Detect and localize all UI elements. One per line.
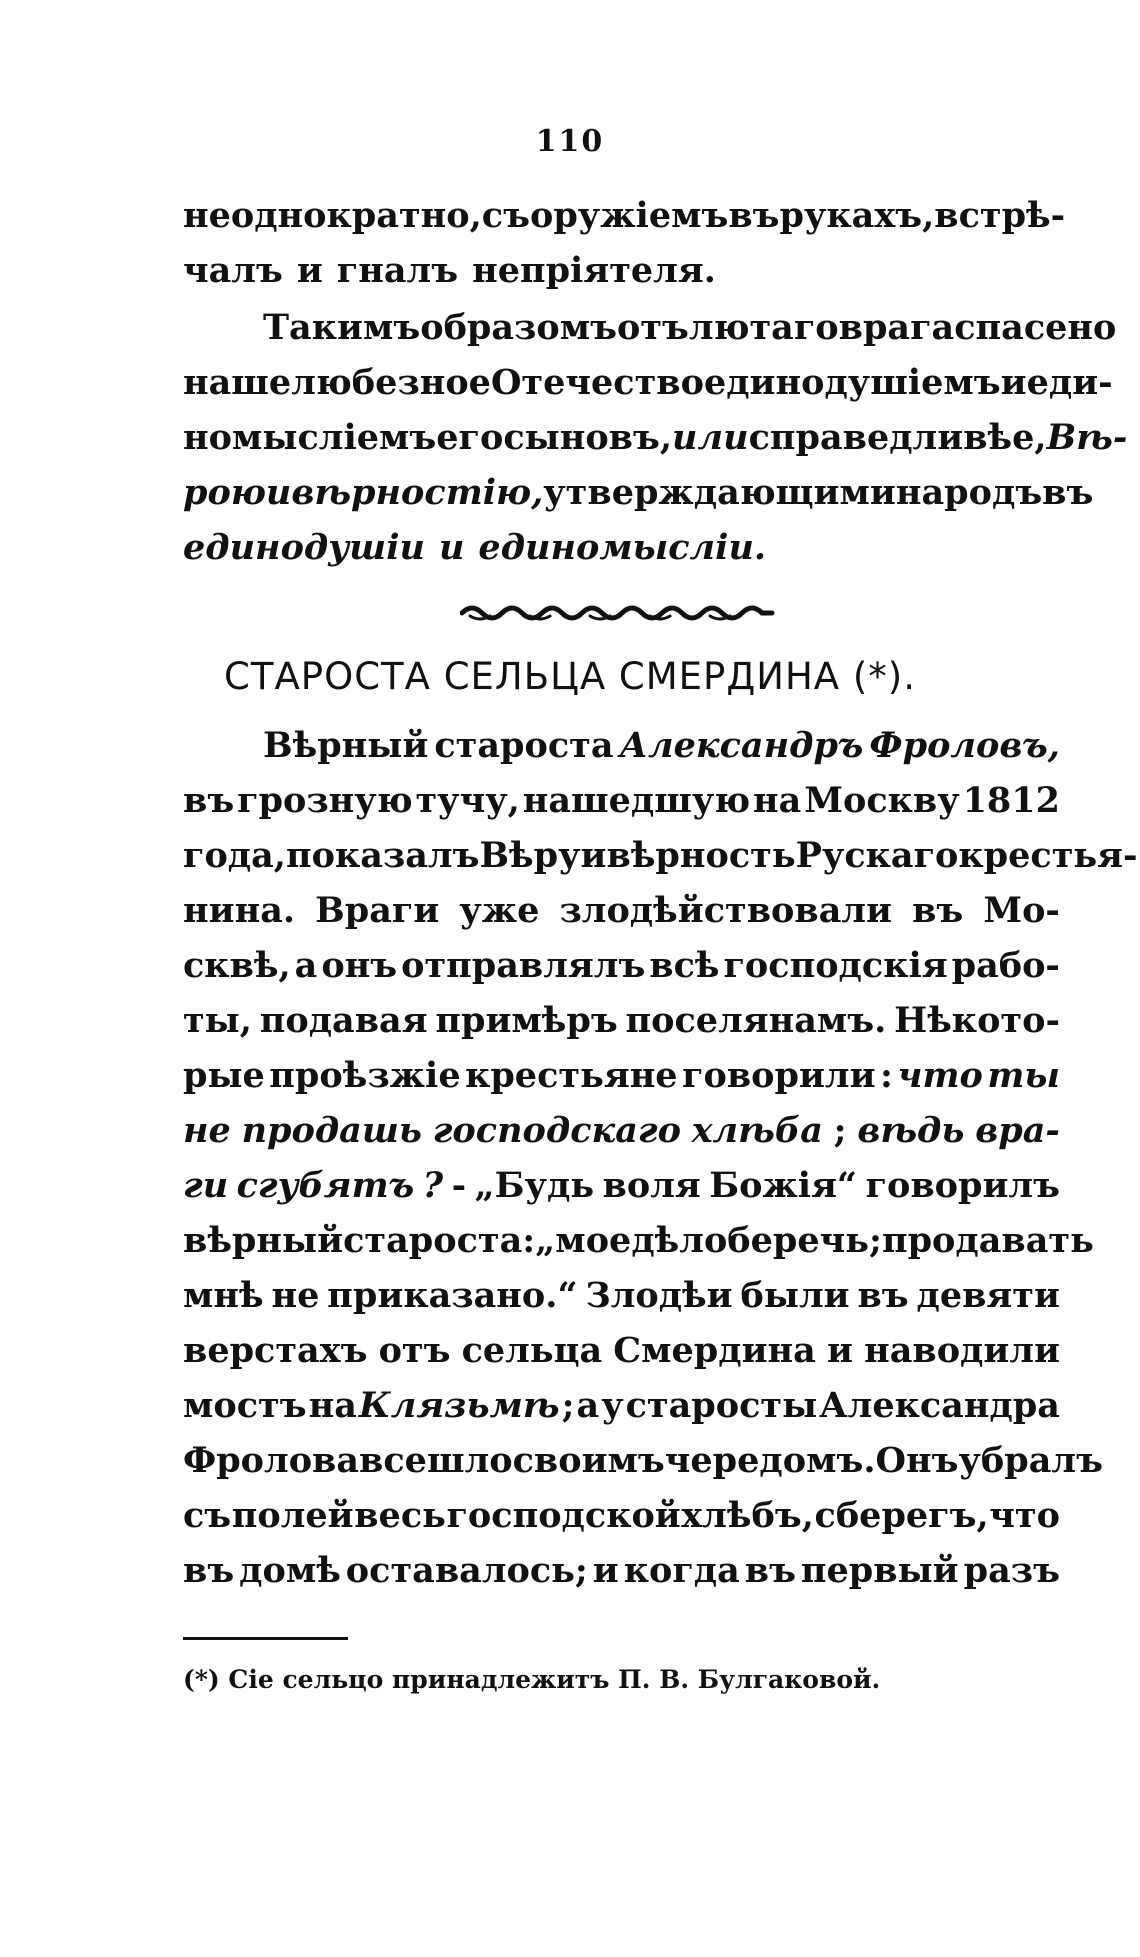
word: вѣдь: [857, 1110, 965, 1151]
word: убралъ: [958, 1440, 1103, 1481]
word: единодушіемъ: [703, 362, 1001, 403]
word: встрѣ-: [934, 195, 1066, 236]
word: отправлялъ: [401, 945, 646, 986]
word: крестьяне: [465, 1055, 678, 1096]
word: „мое: [535, 1220, 632, 1261]
paragraph-continuation: [183, 188, 1066, 298]
word: сельца: [461, 1330, 603, 1371]
word: вѣрностію,: [291, 472, 544, 513]
word: продашь: [241, 1110, 422, 1151]
wave-ornament-divider: [460, 598, 775, 628]
word: наше: [183, 362, 292, 403]
word: отъ: [617, 307, 689, 348]
word: и: [826, 1330, 853, 1371]
word: на: [753, 780, 802, 821]
word: крестья-: [958, 835, 1138, 876]
word: староста:: [343, 1220, 536, 1261]
word: примѣръ: [435, 1000, 618, 1041]
word: и: [592, 1550, 619, 1591]
word: оставалось;: [345, 1550, 588, 1591]
word: а: [294, 945, 318, 986]
word: въ: [857, 1275, 909, 1316]
text-line: [183, 1488, 1060, 1543]
paragraph-main: [183, 718, 1138, 1598]
word: хлѣбъ,: [681, 1495, 814, 1536]
word: подавая: [259, 1000, 428, 1041]
word: спасено: [954, 307, 1117, 348]
word: девяти: [916, 1275, 1060, 1316]
word: въ: [744, 1550, 796, 1591]
word: Божія“: [709, 1165, 858, 1206]
text-line: [183, 1543, 1060, 1598]
word: мнѣ: [183, 1275, 264, 1316]
word: Мо-: [983, 890, 1060, 931]
text-line: [183, 355, 1113, 410]
word: наводили: [864, 1330, 1060, 1371]
word: Александра: [819, 1385, 1060, 1426]
word: ги: [183, 1165, 229, 1206]
word: что: [989, 1495, 1060, 1536]
word: справедливѣе,: [748, 417, 1047, 458]
word: господской: [446, 1495, 681, 1536]
word: ?: [422, 1165, 444, 1206]
word: 1812: [962, 780, 1060, 821]
word: въ: [912, 890, 964, 931]
text-line: [183, 1158, 1060, 1213]
text-line: [183, 300, 1117, 355]
word: Вѣ-: [1046, 417, 1128, 458]
text-line: [183, 1213, 1094, 1268]
word: Такимъ: [263, 307, 421, 348]
text-line: [183, 773, 1060, 828]
word: съ: [481, 195, 530, 236]
word: чалъ: [183, 250, 283, 291]
word: верстахъ: [183, 1330, 368, 1371]
word: чередомъ.: [664, 1440, 876, 1481]
word: образомъ: [420, 307, 617, 348]
word: его: [436, 417, 504, 458]
word: продавать: [881, 1220, 1094, 1261]
word: ;: [833, 1110, 847, 1151]
word: грозную: [237, 780, 413, 821]
word: или: [672, 417, 749, 458]
footnote-divider: [183, 1637, 348, 1640]
word: рукахъ,: [779, 195, 935, 236]
word: Рускаго: [795, 835, 959, 876]
word: ты,: [183, 1000, 252, 1041]
word: Фроловъ,: [869, 725, 1060, 766]
word: и: [265, 472, 292, 513]
word: -: [451, 1165, 467, 1206]
text-line: [183, 1378, 1060, 1433]
word: когда: [623, 1550, 740, 1591]
word: мостъ: [183, 1385, 307, 1426]
text-line: [183, 883, 1060, 938]
word: :: [880, 1055, 893, 1096]
word: вѣрность: [606, 835, 796, 876]
word: ты: [987, 1055, 1060, 1096]
text-line: [183, 828, 1138, 883]
word: непріятеля.: [472, 250, 716, 291]
text-line: [183, 520, 1060, 575]
word: у: [601, 1385, 624, 1426]
word: Фролова: [183, 1440, 360, 1481]
word: говорили: [682, 1055, 876, 1096]
word: говорилъ: [865, 1165, 1060, 1206]
word: разъ: [963, 1550, 1060, 1591]
word: сгубятъ: [236, 1165, 415, 1206]
word: проѣзжіе: [269, 1055, 461, 1096]
word: своимъ: [512, 1440, 665, 1481]
word: Клязьмѣ: [358, 1385, 560, 1426]
text-line: [183, 188, 1066, 243]
word: всѣ: [649, 945, 720, 986]
word: злодѣйствовали: [559, 890, 893, 931]
word: сквѣ,: [183, 945, 291, 986]
text-line: [183, 1048, 1060, 1103]
word: Смердина: [613, 1330, 816, 1371]
word: хлѣба: [691, 1110, 823, 1151]
text-line: [183, 1323, 1060, 1378]
word: и: [296, 250, 323, 291]
word: Враги: [315, 890, 440, 931]
word: Александръ: [619, 725, 864, 766]
word: господскаго: [432, 1110, 681, 1151]
paragraph-conclusion: [183, 300, 1128, 575]
word: вра-: [975, 1110, 1060, 1151]
word: въ: [728, 195, 780, 236]
word: шло: [426, 1440, 513, 1481]
word: неоднократно,: [183, 195, 482, 236]
word: весь: [354, 1495, 446, 1536]
word: были: [740, 1275, 850, 1316]
word: и: [438, 527, 465, 568]
word: единодушіи: [183, 527, 425, 568]
word: и: [580, 835, 607, 876]
word: рабо-: [951, 945, 1060, 986]
text-line: [183, 718, 1060, 773]
word: а: [576, 1385, 600, 1426]
word: приказано.“: [327, 1275, 578, 1316]
word: Злодѣи: [585, 1275, 733, 1316]
word: въ: [183, 780, 235, 821]
word: на: [308, 1385, 357, 1426]
word: гналъ: [336, 250, 459, 291]
word: „Будь: [474, 1165, 595, 1206]
word: нашедшую: [522, 780, 751, 821]
word: старосты: [625, 1385, 818, 1426]
word: господскія: [723, 945, 948, 986]
word: номысліемъ: [183, 417, 437, 458]
word: въ: [1042, 472, 1094, 513]
word: ;: [561, 1385, 575, 1426]
section-heading: СТАРОСТА СЕЛЬЦА СМЕРДИНА (*).: [224, 655, 916, 698]
word: дѣло: [631, 1220, 728, 1261]
word: полей: [231, 1495, 354, 1536]
word: все: [359, 1440, 427, 1481]
word: Вѣрный: [263, 725, 429, 766]
word: рые: [183, 1055, 265, 1096]
word: вѣрный: [183, 1220, 344, 1261]
word: и: [1000, 362, 1027, 403]
word: рою: [183, 472, 266, 513]
footnote: (*) Сіе сельцо принадлежитъ П. В. Булгаковой.: [183, 1665, 881, 1694]
word: утверждающими: [543, 472, 896, 513]
word: Вѣру: [479, 835, 581, 876]
word: показалъ: [285, 835, 480, 876]
word: отъ: [378, 1330, 451, 1371]
word: первый: [800, 1550, 959, 1591]
word: что: [897, 1055, 983, 1096]
word: года,: [183, 835, 286, 876]
word: Онъ: [875, 1440, 959, 1481]
text-line: [183, 1268, 1060, 1323]
word: народъ: [895, 472, 1043, 513]
word: онъ: [321, 945, 398, 986]
text-line: [183, 410, 1128, 465]
word: нина.: [183, 890, 296, 931]
word: еди-: [1026, 362, 1113, 403]
word: уже: [459, 890, 540, 931]
word: врага: [838, 307, 955, 348]
word: въ: [183, 1550, 235, 1591]
word: воля: [602, 1165, 701, 1206]
text-line: [183, 465, 1094, 520]
word: сберегъ,: [814, 1495, 989, 1536]
word: любезное: [291, 362, 491, 403]
word: тучу,: [415, 780, 520, 821]
text-line: [183, 993, 1060, 1048]
word: не: [183, 1110, 231, 1151]
word: Отечество: [490, 362, 704, 403]
word: лютаго: [688, 307, 839, 348]
word: беречь;: [727, 1220, 882, 1261]
word: съ: [183, 1495, 232, 1536]
word: не: [271, 1275, 320, 1316]
word: староста: [434, 725, 614, 766]
word: поселянамъ.: [625, 1000, 887, 1041]
word: домѣ: [239, 1550, 341, 1591]
word: Москву: [804, 780, 960, 821]
word: сыновъ,: [503, 417, 673, 458]
text-line: [183, 1103, 1060, 1158]
word: Нѣкото-: [894, 1000, 1060, 1041]
page-number: 110: [535, 124, 605, 159]
text-line: [183, 1433, 1103, 1488]
word: единомысліи.: [478, 527, 767, 568]
text-line: [183, 938, 1060, 993]
text-line: [183, 243, 1060, 298]
word: оружіемъ: [529, 195, 729, 236]
